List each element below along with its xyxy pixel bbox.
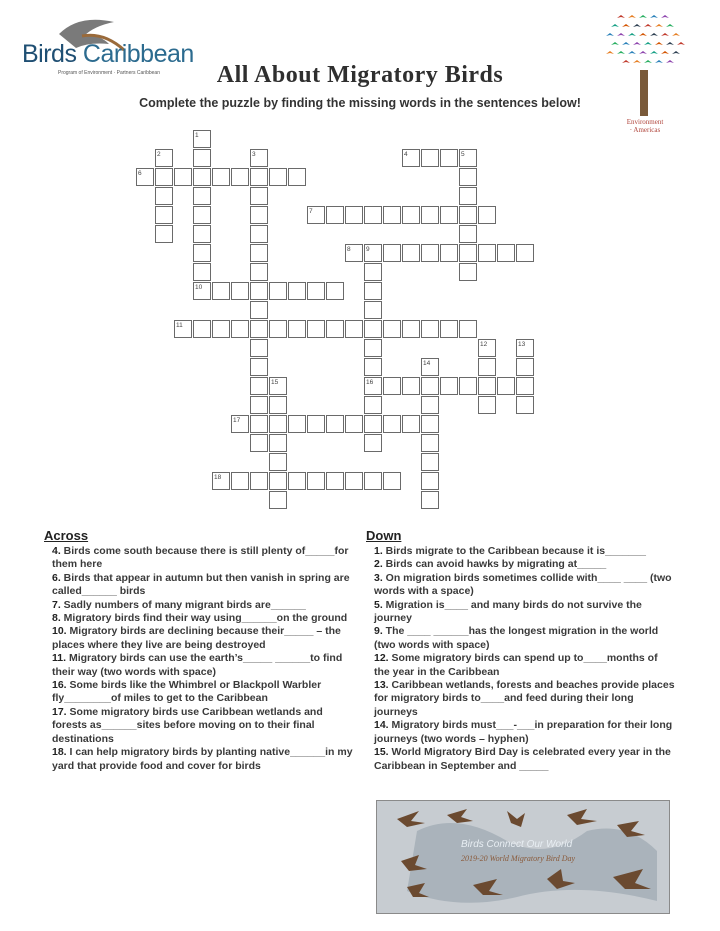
crossword-cell[interactable]: [307, 415, 325, 433]
crossword-cell[interactable]: [440, 377, 458, 395]
crossword-cell[interactable]: [269, 491, 287, 509]
clue-text: Birds come south because there is still plenty of_____for them here: [52, 545, 349, 571]
down-clue: [374, 746, 676, 773]
crossword-number: 2: [157, 151, 161, 158]
crossword-cell[interactable]: [269, 472, 287, 490]
down-heading: Down: [366, 528, 402, 543]
crossword-number: 5: [461, 151, 465, 158]
crossword-cell[interactable]: [288, 168, 306, 186]
crossword-cell[interactable]: [383, 415, 401, 433]
crossword-cell[interactable]: [212, 320, 230, 338]
crossword-cell[interactable]: [459, 168, 477, 186]
crossword-number: 12: [480, 341, 488, 348]
crossword-cell[interactable]: [516, 358, 534, 376]
crossword-cell[interactable]: [402, 377, 420, 395]
clue-number: 1.: [374, 545, 383, 557]
crossword-cell[interactable]: [364, 415, 382, 433]
clue-text: Migratory birds can use the earth’s_____ ______to find their way (two words with space): [52, 652, 343, 678]
crossword-cell[interactable]: [193, 244, 211, 262]
crossword-cell[interactable]: [459, 377, 477, 395]
crossword-cell[interactable]: [497, 244, 515, 262]
crossword-cell[interactable]: [250, 434, 268, 452]
crossword-cell[interactable]: [250, 415, 268, 433]
crossword-cell[interactable]: [440, 149, 458, 167]
crossword-cell[interactable]: [288, 320, 306, 338]
crossword-cell[interactable]: [288, 472, 306, 490]
crossword-cell[interactable]: [440, 206, 458, 224]
crossword-number: 3: [252, 151, 256, 158]
crossword-number: 17: [233, 417, 241, 424]
crossword-cell[interactable]: [193, 320, 211, 338]
clue-text: Birds that appear in autumn but then vanish in spring are called______ birds: [52, 571, 350, 598]
crossword-cell[interactable]: [364, 320, 382, 338]
clue-number: 7.: [52, 598, 61, 611]
crossword-cell[interactable]: [516, 396, 534, 414]
clue-number: 17.: [52, 705, 67, 718]
crossword-cell[interactable]: [383, 206, 401, 224]
environment-for-americas-logo: [596, 8, 692, 148]
crossword-cell[interactable]: [269, 453, 287, 471]
crossword-cell[interactable]: [364, 263, 382, 281]
clue-text: Caribbean wetlands, forests and beaches provide places for migratory birds to____and feed during their long journeys: [374, 679, 675, 718]
banner-title: Birds Connect Our World: [461, 839, 573, 850]
clue-number: 3.: [374, 571, 383, 584]
crossword-cell[interactable]: [250, 358, 268, 376]
world-migratory-bird-day-banner: [376, 800, 670, 914]
crossword-cell[interactable]: [364, 282, 382, 300]
crossword-cell[interactable]: [250, 396, 268, 414]
banner-subtitle: 2019-20 World Migratory Bird Day: [461, 854, 576, 863]
clue-text: On migration birds sometimes collide with____ ____ (two words with a space): [374, 571, 672, 598]
across-clue: [52, 599, 360, 612]
down-clue: [374, 719, 676, 746]
crossword-cell[interactable]: [269, 415, 287, 433]
crossword-cell[interactable]: [364, 339, 382, 357]
logo-left-subtext: Program of Environment · Partners Caribbean: [58, 70, 160, 76]
crossword-cell[interactable]: [155, 168, 173, 186]
down-clues: [366, 528, 676, 773]
crossword-cell[interactable]: [364, 206, 382, 224]
clue-text: Migration is____ and many birds do not survive the journey: [374, 598, 642, 625]
crossword-cell[interactable]: [193, 168, 211, 186]
across-clue: [52, 652, 360, 679]
crossword-cell[interactable]: [269, 168, 287, 186]
crossword-cell[interactable]: [478, 396, 496, 414]
crossword-number: 16: [366, 379, 374, 386]
crossword-cell[interactable]: [421, 320, 439, 338]
crossword-cell[interactable]: [383, 320, 401, 338]
crossword-cell[interactable]: [250, 225, 268, 243]
crossword-cell[interactable]: [478, 244, 496, 262]
crossword-number: 1: [195, 132, 199, 139]
crossword-cell[interactable]: [250, 339, 268, 357]
crossword-cell[interactable]: [250, 320, 268, 338]
clue-text: The ____ ______has the longest migration in the world (two words with space): [374, 625, 659, 651]
crossword-cell[interactable]: [459, 320, 477, 338]
crossword-cell[interactable]: [250, 206, 268, 224]
clue-text: Some birds like the Whimbrel or Blackpoll Warbler fly________of miles to get to the Caribbean: [52, 679, 322, 705]
crossword-cell[interactable]: [155, 225, 173, 243]
across-clue: [52, 706, 360, 746]
clue-number: 13.: [374, 679, 389, 692]
crossword-cell[interactable]: [307, 472, 325, 490]
page-title: All About Migratory Birds: [216, 62, 504, 88]
clue-number: 4.: [52, 545, 61, 557]
down-clue: [374, 545, 676, 558]
page-subtitle: Complete the puzzle by finding the missing words in the sentences below!: [139, 96, 581, 110]
crossword-cell[interactable]: [383, 244, 401, 262]
crossword-cell[interactable]: [269, 320, 287, 338]
crossword-cell[interactable]: [326, 472, 344, 490]
clue-number: 16.: [52, 679, 67, 692]
crossword-cell[interactable]: [193, 149, 211, 167]
crossword-cell[interactable]: [440, 320, 458, 338]
crossword-cell[interactable]: [459, 206, 477, 224]
crossword-cell[interactable]: [421, 206, 439, 224]
logo-left-text: Birds Caribbean: [22, 40, 194, 68]
crossword-number: 14: [423, 360, 431, 367]
clue-text: Sadly numbers of many migrant birds are______: [60, 598, 306, 611]
crossword-cell[interactable]: [250, 301, 268, 319]
crossword-cell[interactable]: [364, 358, 382, 376]
crossword-cell[interactable]: [212, 282, 230, 300]
clue-text: Migratory birds must___-___in preparation for their long journeys (two words – hyphen): [374, 719, 673, 745]
crossword-cell[interactable]: [231, 320, 249, 338]
crossword-cell[interactable]: [174, 168, 192, 186]
crossword-cell[interactable]: [193, 263, 211, 281]
crossword-cell[interactable]: [326, 282, 344, 300]
crossword-cell[interactable]: [345, 206, 363, 224]
crossword-cell[interactable]: [326, 206, 344, 224]
clue-text: Migratory birds find their way using______on the ground: [60, 612, 348, 625]
crossword-cell[interactable]: [421, 244, 439, 262]
crossword-cell[interactable]: [459, 187, 477, 205]
down-clue: [374, 599, 676, 626]
crossword-cell[interactable]: [478, 206, 496, 224]
crossword-cell[interactable]: [326, 320, 344, 338]
crossword-cell[interactable]: [288, 282, 306, 300]
crossword-cell[interactable]: [250, 377, 268, 395]
crossword-cell[interactable]: [345, 415, 363, 433]
crossword-cell[interactable]: [516, 377, 534, 395]
crossword-number: 15: [271, 379, 279, 386]
crossword-cell[interactable]: [421, 149, 439, 167]
crossword-cell[interactable]: [307, 320, 325, 338]
down-clue: [374, 679, 676, 719]
crossword-number: 18: [214, 474, 222, 481]
clue-text: Some migratory birds use Caribbean wetlands and forests as______sites before moving on to their final destinations: [52, 705, 323, 745]
clue-number: 18.: [52, 746, 67, 759]
clue-number: 12.: [374, 652, 389, 665]
down-clue: [374, 625, 676, 652]
crossword-cell[interactable]: [421, 434, 439, 452]
crossword-cell[interactable]: [231, 168, 249, 186]
across-clue: [52, 679, 360, 706]
crossword-cell[interactable]: [269, 282, 287, 300]
crossword-cell[interactable]: [421, 491, 439, 509]
across-clue: [52, 545, 360, 572]
across-clue: [52, 746, 360, 773]
crossword-cell[interactable]: [421, 377, 439, 395]
crossword-cell[interactable]: [250, 244, 268, 262]
crossword-cell[interactable]: [250, 187, 268, 205]
crossword-cell[interactable]: [516, 244, 534, 262]
crossword-cell[interactable]: [421, 396, 439, 414]
crossword-cell[interactable]: [364, 434, 382, 452]
crossword-number: 13: [518, 341, 526, 348]
crossword-cell[interactable]: [193, 225, 211, 243]
crossword-cell[interactable]: [345, 320, 363, 338]
crossword-number: 4: [404, 151, 408, 158]
clue-number: 9.: [374, 625, 383, 638]
across-heading: Across: [44, 528, 89, 543]
crossword-number: 11: [176, 322, 183, 329]
crossword-number: 6: [138, 170, 142, 177]
crossword-cell[interactable]: [269, 396, 287, 414]
crossword-cell[interactable]: [402, 244, 420, 262]
clue-number: 10.: [52, 625, 67, 638]
crossword-cell[interactable]: [364, 396, 382, 414]
crossword-cell[interactable]: [459, 225, 477, 243]
crossword-number: 10: [195, 284, 203, 291]
clue-text: World Migratory Bird Day is celebrated every year in the Caribbean in September and _____: [374, 746, 671, 772]
crossword-cell[interactable]: [326, 415, 344, 433]
clue-text: Birds migrate to the Caribbean because it is_______: [382, 545, 646, 557]
crossword-cell[interactable]: [250, 263, 268, 281]
crossword-cell[interactable]: [421, 472, 439, 490]
clue-text: I can help migratory birds by planting native______in my yard that provide food and cover for birds: [52, 746, 353, 772]
across-clue: [52, 572, 360, 599]
crossword-number: 8: [347, 246, 351, 253]
crossword-cell[interactable]: [459, 263, 477, 281]
across-clue: [52, 612, 360, 625]
crossword-cell[interactable]: [250, 168, 268, 186]
clue-text: Some migratory birds can spend up to____months of the year in the Caribbean: [374, 652, 658, 678]
clue-number: 8.: [52, 612, 61, 625]
crossword-cell[interactable]: [155, 187, 173, 205]
crossword-cell[interactable]: [478, 377, 496, 395]
crossword-cell[interactable]: [231, 282, 249, 300]
clue-text: Birds can avoid hawks by migrating at_____: [382, 558, 607, 571]
crossword-cell[interactable]: [421, 453, 439, 471]
crossword-cell[interactable]: [383, 377, 401, 395]
down-clue: [374, 572, 676, 599]
crossword-cell[interactable]: [402, 415, 420, 433]
crossword-cell[interactable]: [364, 301, 382, 319]
crossword-cell[interactable]: [383, 472, 401, 490]
crossword-cell[interactable]: [193, 206, 211, 224]
clue-number: 15.: [374, 746, 389, 759]
crossword-cell[interactable]: [402, 320, 420, 338]
down-clue: [374, 558, 676, 571]
crossword-cell[interactable]: [402, 206, 420, 224]
crossword-cell[interactable]: [440, 244, 458, 262]
crossword-number: 9: [366, 246, 370, 253]
crossword-cell[interactable]: [250, 282, 268, 300]
crossword-cell[interactable]: [250, 472, 268, 490]
crossword-number: 7: [309, 208, 313, 215]
crossword-cell[interactable]: [269, 434, 287, 452]
across-clues: [44, 528, 360, 773]
crossword-cell[interactable]: [193, 187, 211, 205]
crossword-cell[interactable]: [459, 244, 477, 262]
clue-number: 6.: [52, 571, 61, 584]
crossword-cell[interactable]: [497, 377, 515, 395]
logo-right-text: Environment · Americas: [626, 118, 664, 134]
clue-number: 11.: [52, 652, 67, 665]
crossword-cell[interactable]: [231, 472, 249, 490]
crossword-cell[interactable]: [421, 415, 439, 433]
crossword-cell[interactable]: [155, 206, 173, 224]
clue-number: 2.: [374, 558, 383, 571]
crossword-cell[interactable]: [345, 472, 363, 490]
crossword-cell[interactable]: [478, 358, 496, 376]
clue-number: 14.: [374, 719, 389, 732]
down-clue: [374, 652, 676, 679]
across-clue: [52, 625, 360, 652]
crossword-cell[interactable]: [288, 415, 306, 433]
crossword-cell[interactable]: [307, 282, 325, 300]
crossword-cell[interactable]: [212, 168, 230, 186]
clue-number: 5.: [374, 598, 383, 611]
crossword-cell[interactable]: [364, 472, 382, 490]
clue-text: Migratory birds are declining because their_____ – the places where they live are being destroyed: [52, 625, 341, 651]
